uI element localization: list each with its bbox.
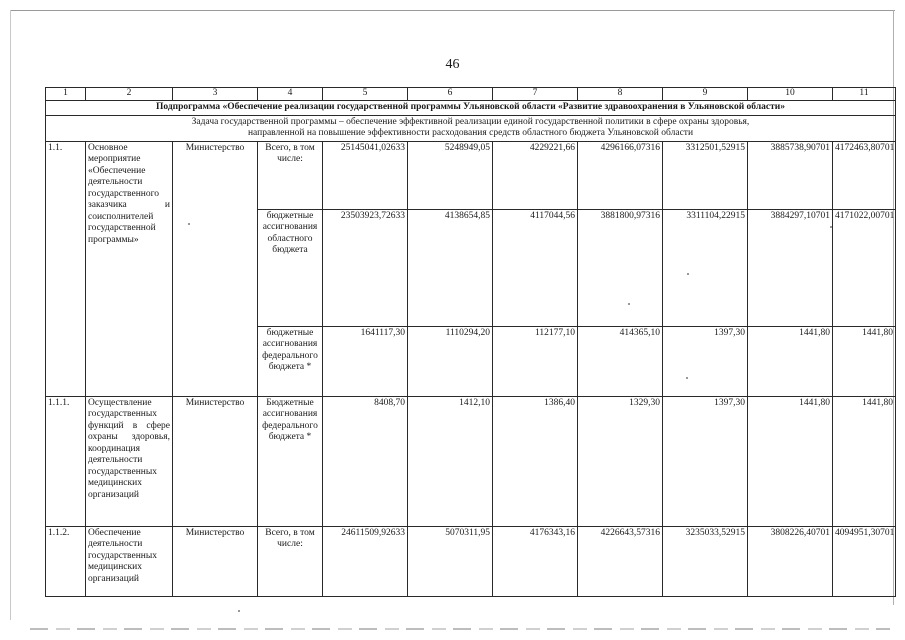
value-cell: 1110294,20 <box>408 326 493 396</box>
value-cell: 3808226,40701 <box>748 526 833 596</box>
value-cell: 1441,80 <box>833 396 896 526</box>
table-row <box>46 141 896 209</box>
value-cell: 4094951,30701 <box>833 526 896 596</box>
table-row <box>46 526 896 596</box>
column-number: 8 <box>578 88 663 101</box>
item-name: Основное мероприятие «Обеспечение деятельности государственного заказчика и соисполнителей государственной программы» <box>86 141 173 396</box>
value-cell: 3884297,10701 <box>748 209 833 326</box>
value-cell: 1441,80 <box>748 396 833 526</box>
budget-table <box>45 87 896 597</box>
funding-source: Бюджетные ассигнования федерального бюджета * <box>258 396 323 526</box>
item-name: Осуществление государственных функций в сфере охраны здоровья, координация деятельности государственных медицинских организаций <box>86 396 173 526</box>
scan-speck <box>687 273 689 275</box>
value-cell: 4296166,07316 <box>578 141 663 209</box>
item-executor: Министерство <box>173 526 258 596</box>
item-code: 1.1. <box>46 141 86 396</box>
scan-speck <box>830 226 832 228</box>
task-description <box>46 115 896 141</box>
item-code: 1.1.1. <box>46 396 86 526</box>
funding-source: Всего, в том числе: <box>258 526 323 596</box>
column-number: 9 <box>663 88 748 101</box>
page-number: 46 <box>445 57 460 72</box>
value-cell: 4171022,00701 <box>833 209 896 326</box>
value-cell: 1441,80 <box>833 326 896 396</box>
value-cell: 3312501,52915 <box>663 141 748 209</box>
task-line: Задача государственной программы – обеспечение эффективной реализации единой государственной политики в сфере охраны здоровья, <box>191 116 750 127</box>
value-cell: 3881800,97316 <box>578 209 663 326</box>
column-number: 10 <box>748 88 833 101</box>
value-cell: 4138654,85 <box>408 209 493 326</box>
value-cell: 25145041,02633 <box>323 141 408 209</box>
funding-source: бюджетные ассигнования федерального бюджета * <box>258 326 323 396</box>
funding-source: бюджетные ассигнования областного бюджета <box>258 209 323 326</box>
value-cell: 4226643,57316 <box>578 526 663 596</box>
table-row <box>46 396 896 526</box>
value-cell: 8408,70 <box>323 396 408 526</box>
subprogram-title: Подпрограмма «Обеспечение реализации государственной программы Ульяновской области «Развитие здравоохранения в Ульяновской области» <box>46 100 896 115</box>
scan-artifact <box>30 628 890 630</box>
column-number: 4 <box>258 88 323 101</box>
column-number-row <box>46 88 896 101</box>
item-name: Обеспечение деятельности государственных медицинских организаций <box>86 526 173 596</box>
page-border-left <box>10 10 11 620</box>
column-number: 1 <box>46 88 86 101</box>
value-cell: 3311104,22915 <box>663 209 748 326</box>
value-cell: 23503923,72633 <box>323 209 408 326</box>
value-cell: 4117044,56 <box>493 209 578 326</box>
value-cell: 112177,10 <box>493 326 578 396</box>
value-cell: 1441,80 <box>748 326 833 396</box>
value-cell: 5070311,95 <box>408 526 493 596</box>
column-number: 2 <box>86 88 173 101</box>
value-cell: 1386,40 <box>493 396 578 526</box>
value-cell: 24611509,92633 <box>323 526 408 596</box>
task-line: направленной на повышение эффективности расходования средств областного бюджета Ульяновской области <box>247 128 694 138</box>
value-cell: 3235033,52915 <box>663 526 748 596</box>
value-cell: 414365,10 <box>578 326 663 396</box>
value-cell: 1412,10 <box>408 396 493 526</box>
scan-speck <box>188 223 190 225</box>
scan-speck <box>238 610 240 612</box>
value-cell: 3885738,90701 <box>748 141 833 209</box>
task-row <box>46 115 896 141</box>
scan-speck <box>628 303 630 305</box>
column-number: 7 <box>493 88 578 101</box>
value-cell: 4176343,16 <box>493 526 578 596</box>
value-cell: 1397,30 <box>663 326 748 396</box>
funding-source: Всего, в том числе: <box>258 141 323 209</box>
value-cell: 5248949,05 <box>408 141 493 209</box>
value-cell: 1329,30 <box>578 396 663 526</box>
subprogram-title-row <box>46 100 896 115</box>
page-border-top <box>10 10 895 11</box>
column-number: 3 <box>173 88 258 101</box>
item-code: 1.1.2. <box>46 526 86 596</box>
column-number: 5 <box>323 88 408 101</box>
column-number: 6 <box>408 88 493 101</box>
value-cell: 4172463,80701 <box>833 141 896 209</box>
value-cell: 1397,30 <box>663 396 748 526</box>
item-executor: Министерство <box>173 141 258 396</box>
column-number: 11 <box>833 88 896 101</box>
value-cell: 4229221,66 <box>493 141 578 209</box>
item-executor: Министерство <box>173 396 258 526</box>
scan-speck <box>686 377 688 379</box>
value-cell: 1641117,30 <box>323 326 408 396</box>
